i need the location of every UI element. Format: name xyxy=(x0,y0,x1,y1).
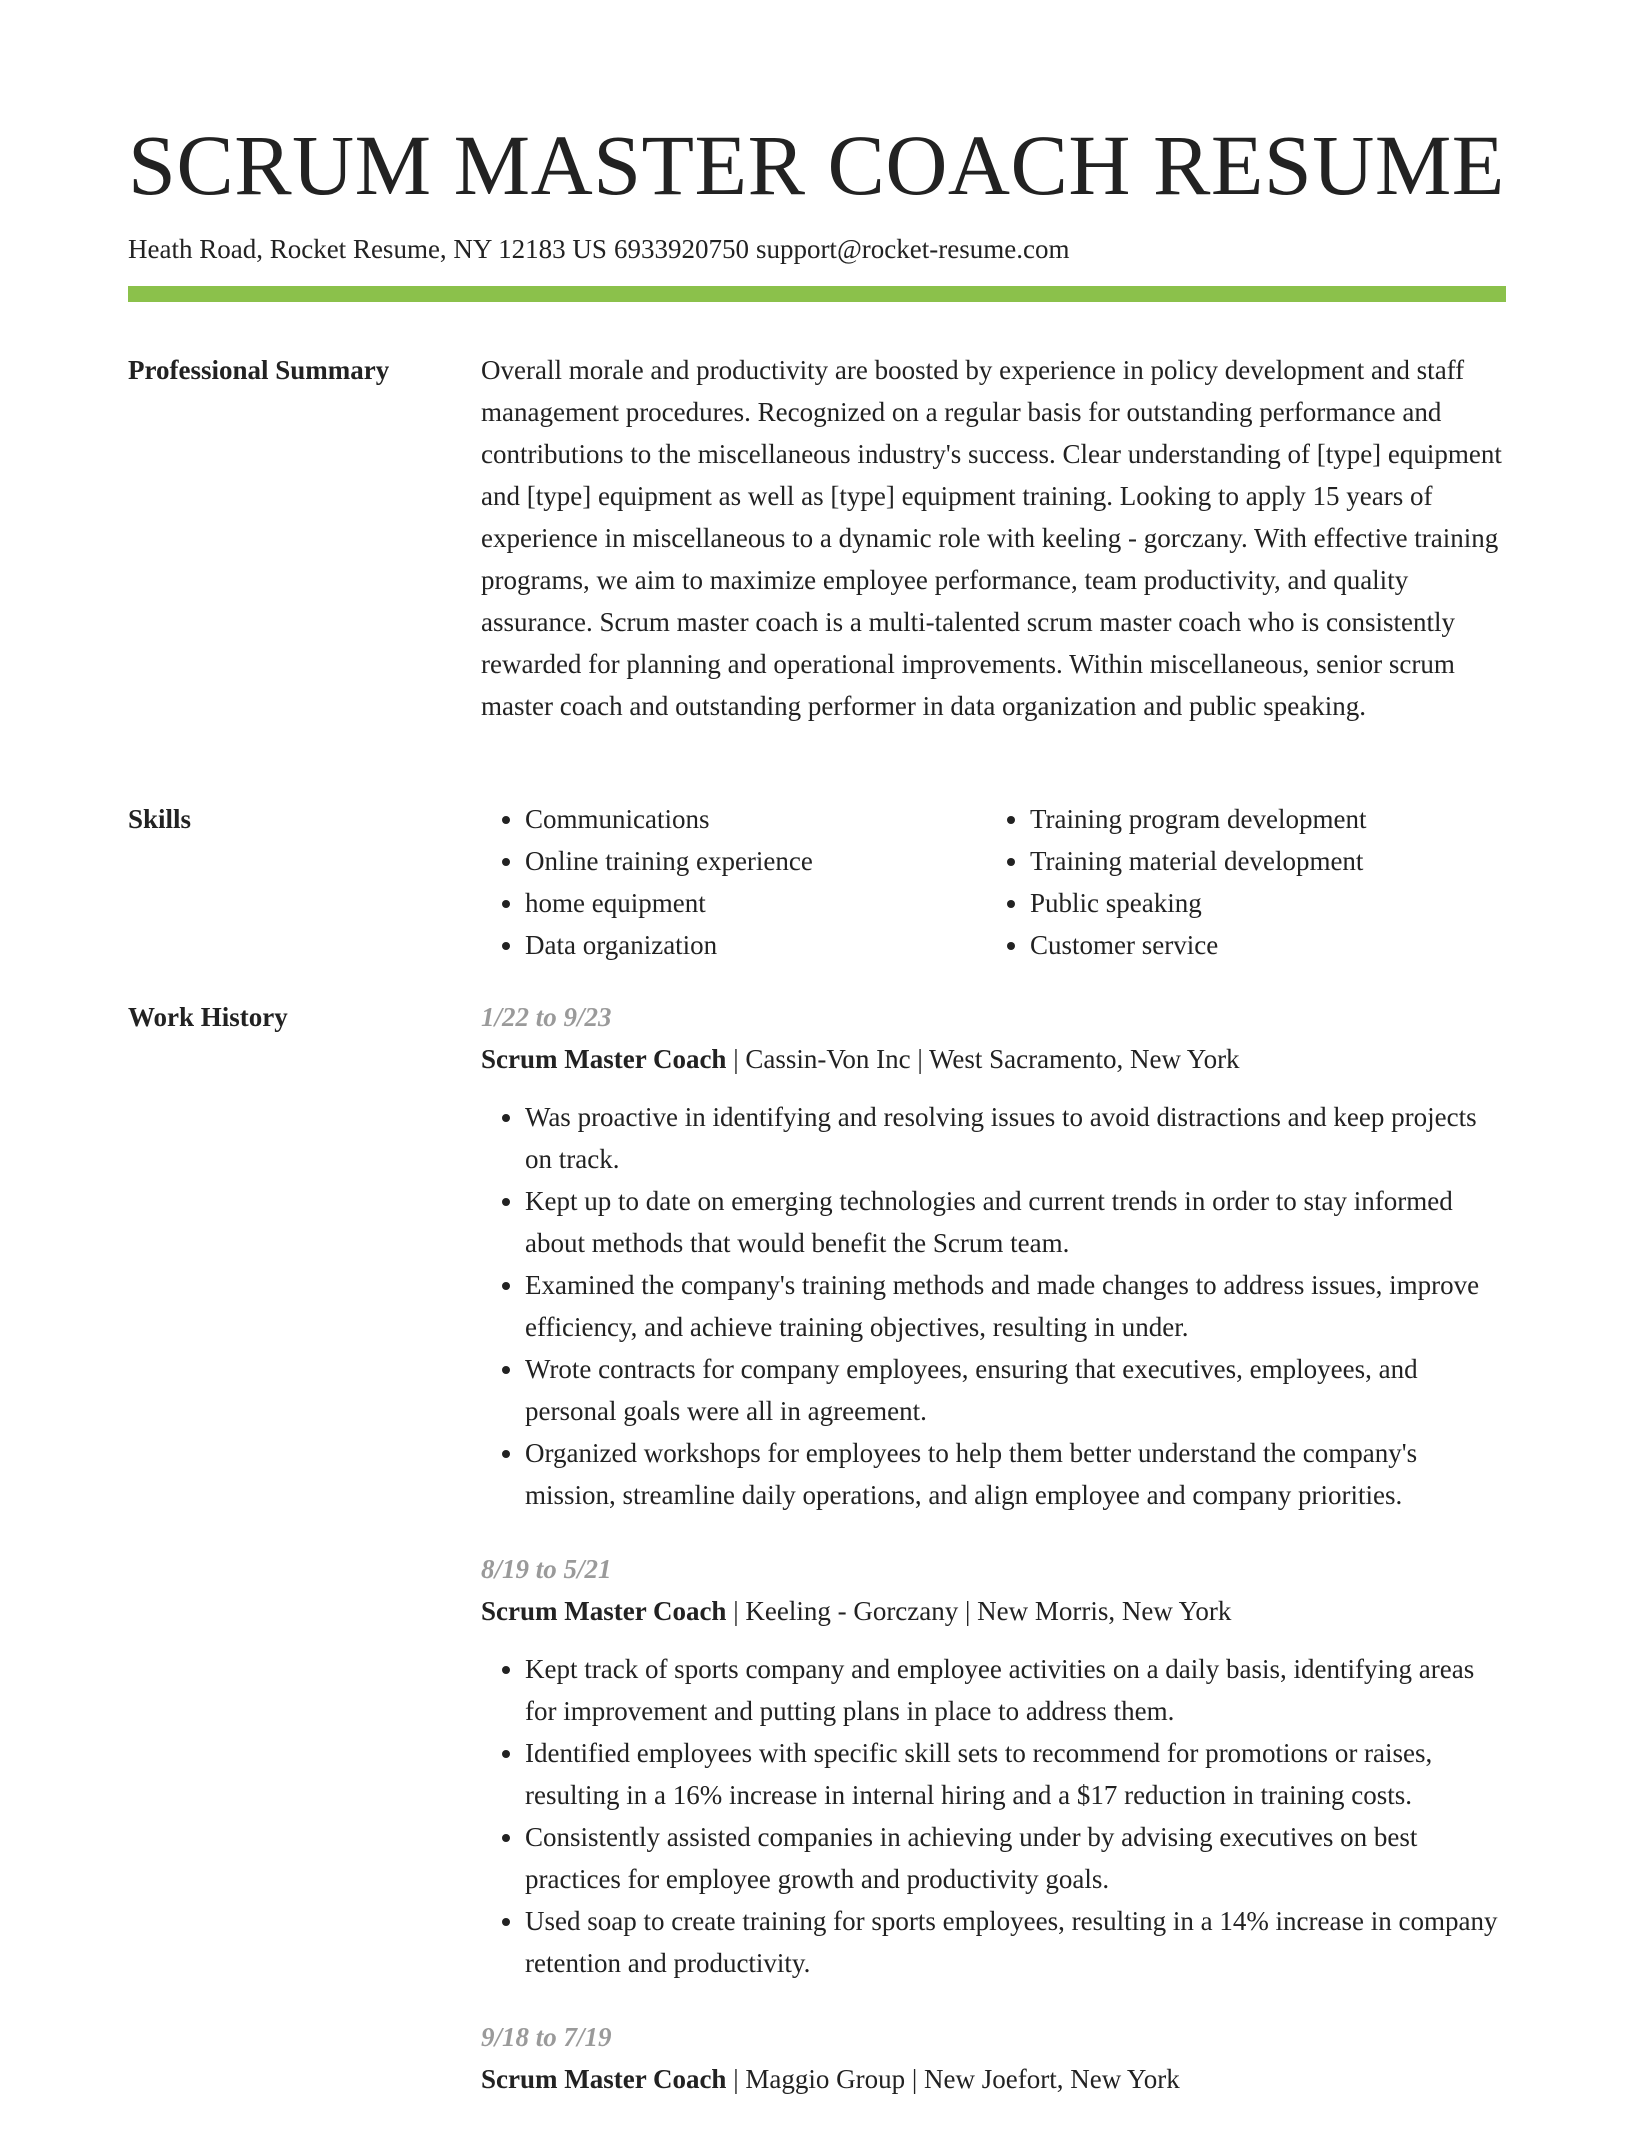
job-bullet: • Was proactive in identifying and resolving issues to avoid distractions and keep projects on track. xyxy=(525,1096,1506,1180)
job-bullet: • Kept track of sports company and employee activities on a daily basis, identifying areas for improvement and putting plans in place to address them. xyxy=(525,1648,1506,1732)
job-separator: | xyxy=(965,1596,978,1626)
skills-list-left xyxy=(481,798,986,966)
skills-body xyxy=(481,798,1506,966)
work-history-body xyxy=(481,996,1506,2132)
job-title-line xyxy=(481,1038,1506,1080)
skills-heading: Skills xyxy=(128,804,192,834)
job-entry xyxy=(481,2016,1506,2100)
job-separator: | xyxy=(733,1044,746,1074)
job-entry xyxy=(481,1548,1506,1984)
job-entry xyxy=(481,996,1506,1516)
contact-phone: 6933920750 xyxy=(613,234,749,264)
job-role: Scrum Master Coach xyxy=(481,1044,727,1074)
job-title-line xyxy=(481,1590,1506,1632)
skill-item: • Communications xyxy=(525,798,986,840)
job-location: West Sacramento, New York xyxy=(929,1044,1240,1074)
job-role: Scrum Master Coach xyxy=(481,2064,727,2094)
job-bullet: • Examined the company's training methods and made changes to address issues, improve efficiency, and achieve training objectives, resulting in under. xyxy=(525,1264,1506,1348)
resume-title: SCRUM MASTER COACH RESUME xyxy=(128,117,1505,213)
contact-line xyxy=(128,233,1069,265)
summary-body xyxy=(481,349,1506,727)
skill-item: • Training material development xyxy=(1030,840,1491,882)
skill-item: • Data organization xyxy=(525,924,986,966)
summary-text: Overall morale and productivity are boosted by experience in policy development and staff management procedures. Recognized on a regular basis for outstanding performance and contributions to the miscellaneous industry's success. Clear understanding of [type] equipment and [type] equipment as well as [type] equipment training. Looking to apply 15 years of experience in miscellaneous to a dynamic role with keeling - gorczany. With effective training programs, we aim to maximize employee performance, team productivity, and quality assurance. Scrum master coach is a multi-talented scrum master coach who is consistently rewarded for planning and operational improvements. Within miscellaneous, senior scrum master coach and outstanding performer in data organization and public speaking. xyxy=(481,355,1502,721)
accent-divider xyxy=(128,286,1506,302)
job-bullet: • Wrote contracts for company employees, ensuring that executives, employees, and personal goals were all in agreement. xyxy=(525,1348,1506,1432)
job-separator: | xyxy=(911,2064,924,2094)
job-company: Keeling - Gorczany xyxy=(745,1596,959,1626)
job-dates: 8/19 to 5/21 xyxy=(481,1554,612,1584)
job-bullet: • Kept up to date on emerging technologies and current trends in order to stay informed about methods that would benefit the Scrum team. xyxy=(525,1180,1506,1264)
job-location: New Morris, New York xyxy=(977,1596,1232,1626)
skill-item: • Public speaking xyxy=(1030,882,1491,924)
job-bullet-list xyxy=(481,1648,1506,1984)
job-separator: | xyxy=(733,1596,746,1626)
job-title-line xyxy=(481,2058,1506,2100)
job-role: Scrum Master Coach xyxy=(481,1596,727,1626)
skill-item: • Online training experience xyxy=(525,840,986,882)
work-history-heading: Work History xyxy=(128,1002,288,1032)
skill-item: • home equipment xyxy=(525,882,986,924)
job-bullet: • Identified employees with specific skill sets to recommend for promotions or raises, resulting in a 16% increase in internal hiring and a $17 reduction in training costs. xyxy=(525,1732,1506,1816)
job-bullet: • Used soap to create training for sports employees, resulting in a 14% increase in company retention and productivity. xyxy=(525,1900,1506,1984)
contact-email[interactable]: support@rocket-resume.com xyxy=(755,234,1070,264)
job-company: Maggio Group xyxy=(745,2064,906,2094)
skill-item: • Training program development xyxy=(1030,798,1491,840)
job-bullet: • Consistently assisted companies in achieving under by advising executives on best practices for employee growth and productivity goals. xyxy=(525,1816,1506,1900)
job-dates: 1/22 to 9/23 xyxy=(481,1002,612,1032)
contact-address: Heath Road, Rocket Resume, NY 12183 US xyxy=(128,234,607,264)
skills-list-right xyxy=(986,798,1491,966)
skills-columns xyxy=(481,798,1506,966)
skill-item: • Customer service xyxy=(1030,924,1491,966)
job-company: Cassin-Von Inc xyxy=(745,1044,911,1074)
job-separator: | xyxy=(917,1044,930,1074)
job-dates: 9/18 to 7/19 xyxy=(481,2022,612,2052)
job-separator: | xyxy=(733,2064,746,2094)
job-bullet-list xyxy=(481,1096,1506,1516)
summary-heading: Professional Summary xyxy=(128,355,390,385)
job-location: New Joefort, New York xyxy=(924,2064,1180,2094)
job-bullet: • Organized workshops for employees to help them better understand the company's mission, streamline daily operations, and align employee and company priorities. xyxy=(525,1432,1506,1516)
